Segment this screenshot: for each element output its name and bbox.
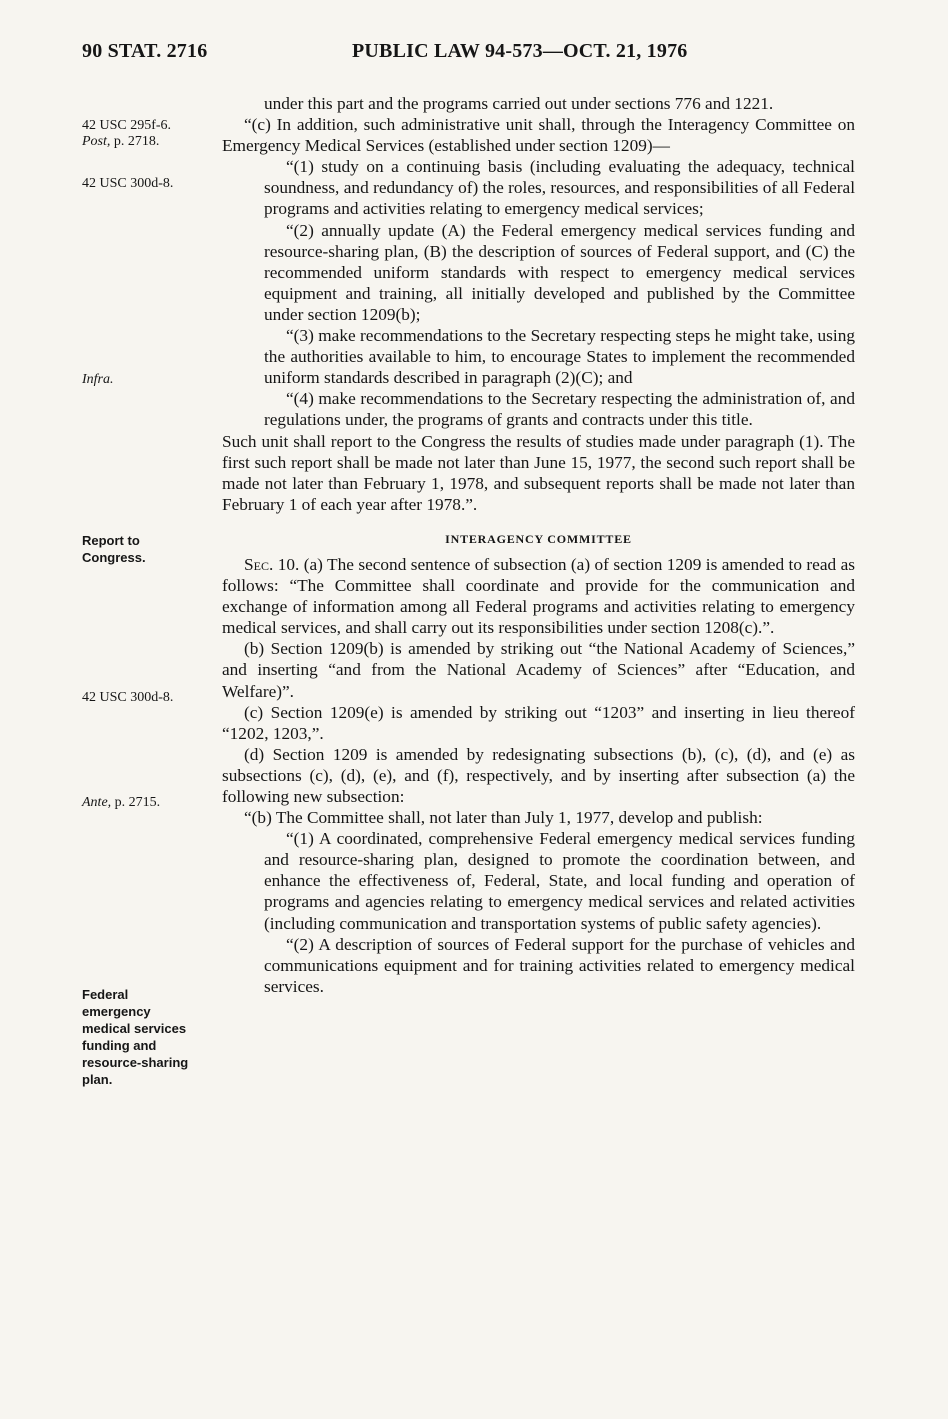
sec-10-a-text: 10. (a) The second sentence of subsection (a) of section 1209 is amended to read as follows: “The Committee shall coordinate and provide for the communication and exchange of information among all Federal programs and activities relating to emergency medical services, and shall carry out its responsibilities under section 1208(c).”. bbox=[222, 554, 855, 638]
margin-note-post-word: Post, bbox=[82, 134, 111, 149]
margin-note-ante bbox=[82, 794, 160, 811]
margin-note-infra-word: Infra. bbox=[82, 372, 114, 387]
margin-note-usc-300d8-sec10: 42 USC 300d-8. bbox=[82, 690, 174, 705]
margin-note-infra bbox=[82, 371, 114, 388]
margin-note-usc-295f6: 42 USC 295f-6. bbox=[82, 118, 172, 133]
paragraph-item-3: “(3) make recommendations to the Secretary respecting steps he might take, using the authorities available to him, to encourage States to implement the recommended uniform standards described in paragraph (2)(C); and bbox=[264, 326, 855, 388]
paragraph-sec-10-d: (d) Section 1209 is amended by redesignating subsections (b), (c), (d), and (e) as subsections (c), (d), (e), and (f), respectively, and by inserting after subsection (a) the following new subsection: bbox=[222, 744, 855, 806]
paragraph-sec-10-a bbox=[222, 554, 855, 638]
margin-note-federal-line-1: Federal bbox=[82, 987, 129, 1002]
margin-note-federal-line-6: plan. bbox=[82, 1072, 113, 1087]
margin-note-federal-line-4: funding and bbox=[82, 1038, 157, 1053]
paragraph-plan-item-2: “(2) A description of sources of Federal support for the purchase of vehicles and communications equipment and for training activities related to emergency medical services. bbox=[264, 934, 855, 996]
margin-note-federal-line-5: resource-sharing bbox=[82, 1055, 189, 1070]
page-header-title: PUBLIC LAW 94-573—OCT. 21, 1976 bbox=[352, 40, 688, 62]
paragraph-continuation: under this part and the programs carried out under sections 776 and 1221. bbox=[264, 94, 774, 113]
margin-note-federal-line-2: emergency bbox=[82, 1004, 151, 1019]
paragraph-item-4: “(4) make recommendations to the Secretary respecting the administration of, and regulations under, the programs of grants and contracts under this title. bbox=[264, 389, 855, 430]
paragraph-plan-item-1: “(1) A coordinated, comprehensive Federal emergency medical services funding and resource-sharing plan, designed to promote the coordination between, and enhance the effectiveness of, Federal, State, and local funding and operation of programs and agencies relating to emergency medical services and related activities (including communication and transportation systems of public safety agencies). bbox=[264, 829, 855, 933]
paragraph-subsection-c: “(c) In addition, such administrative unit shall, through the Interagency Committee on Emergency Medical Services (established under section 1209)— bbox=[222, 115, 855, 156]
paragraph-report-to-congress: Such unit shall report to the Congress the results of studies made under paragraph (1). The first such report shall be made not later than June 15, 1977, the second such report shall be made not later than February 1, 1978, and subsequent reports shall be made not later than February 1 of each year after 1978.”. bbox=[222, 431, 855, 514]
paragraph-new-subsection-b: “(b) The Committee shall, not later than July 1, 1977, develop and publish: bbox=[244, 808, 763, 828]
margin-note-post bbox=[82, 133, 159, 150]
page-stat-reference: 90 STAT. 2716 bbox=[82, 40, 208, 62]
margin-note-ante-page: p. 2715. bbox=[111, 795, 161, 810]
margin-note-report-line-2: Congress. bbox=[82, 550, 146, 565]
body-text bbox=[222, 93, 855, 997]
margin-note-federal-line-3: medical services bbox=[82, 1021, 187, 1036]
section-heading: INTERAGENCY COMMITTEE bbox=[445, 531, 632, 546]
paragraph-item-2: “(2) annually update (A) the Federal emergency medical services funding and resource-sharing plan, (B) the description of sources of Federal support, and (C) the recommended uniform standards with respect to emergency medical services equipment and training, all initially developed and published by the Committee under section 1209(b); bbox=[264, 220, 855, 324]
paragraph-sec-10-c: (c) Section 1209(e) is amended by striking out “1203” and inserting in lieu thereof “1202, 1203,”. bbox=[222, 702, 855, 743]
sec-label: Sec. bbox=[244, 554, 274, 574]
margin-note-usc-300d8: 42 USC 300d-8. bbox=[82, 176, 174, 191]
margin-note-report-line-1: Report to bbox=[82, 533, 140, 548]
paragraph-item-1: “(1) study on a continuing basis (including evaluating the adequacy, technical soundness, and redundancy of) the roles, resources, and responsibilities of all Federal programs and activities relating to emergency medical services; bbox=[264, 157, 855, 219]
paragraph-sec-10-b: (b) Section 1209(b) is amended by striking out “the National Academy of Sciences,” and inserting “and from the National Academy of Sciences” after “Education, and Welfare)”. bbox=[222, 639, 855, 701]
margin-note-post-page: p. 2718. bbox=[110, 134, 160, 149]
margin-note-ante-word: Ante, bbox=[82, 795, 112, 810]
